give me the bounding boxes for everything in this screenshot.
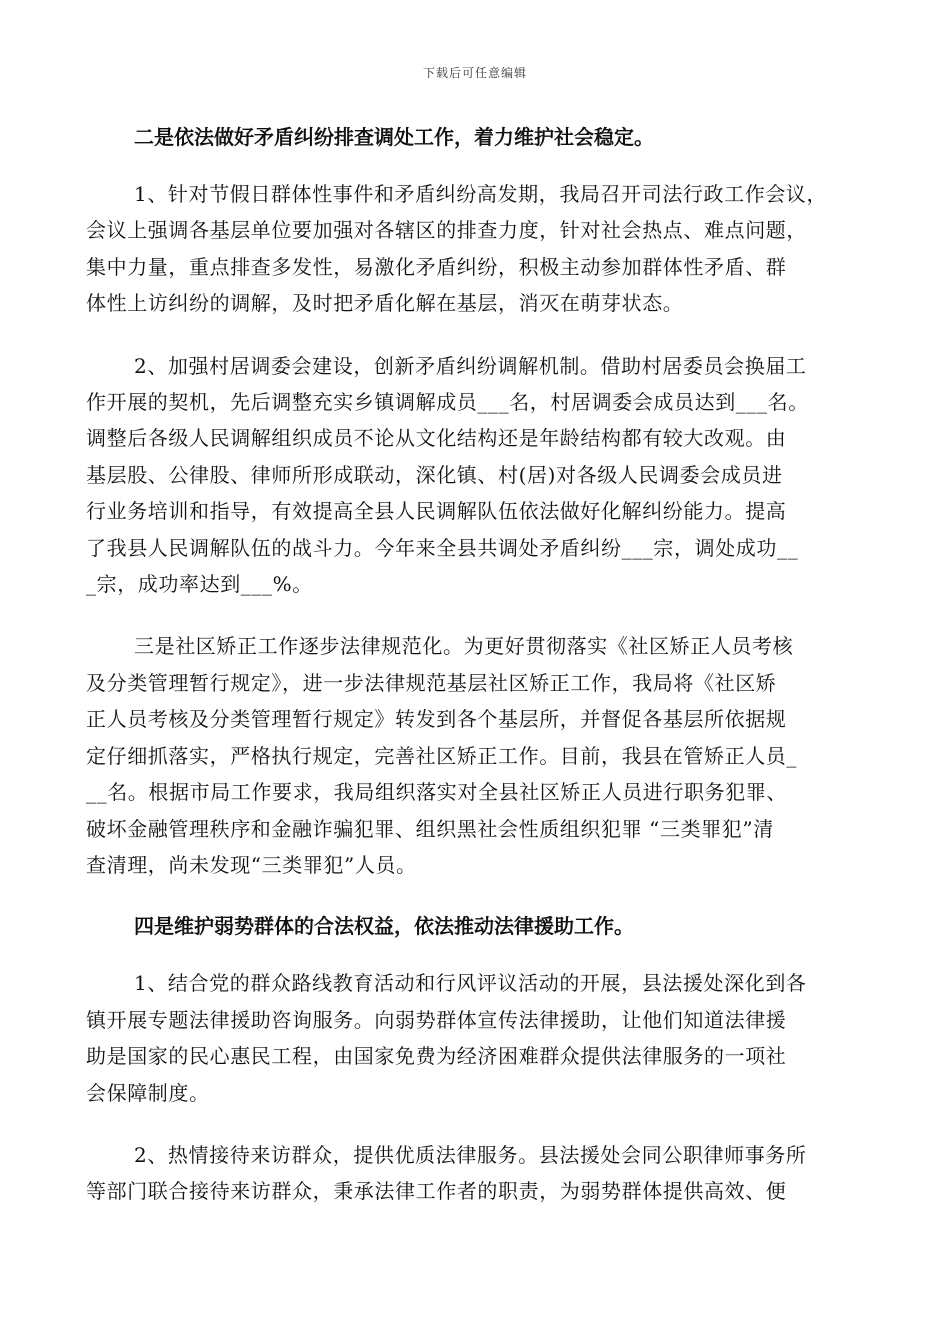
paragraph — [86, 628, 878, 883]
paragraph-line: 查清理，尚未发现“三类罪犯”人员。 — [86, 852, 417, 877]
paragraph-line: 镇开展专题法律援助咨询服务。向弱势群体宣传法律援助，让他们知道法律援 — [86, 1007, 787, 1032]
paragraph-line: 破坏金融管理秩序和金融诈骗犯罪、组织黑社会性质组织犯罪 “三类罪犯”清 — [86, 816, 774, 841]
paragraph-line: 1、结合党的群众路线教育活动和行风评议活动的开展，县法援处深化到各 — [134, 971, 807, 996]
paragraph-line: 2、热情接待来访群众，提供优质法律服务。县法援处会同公职律师事务所 — [134, 1142, 807, 1167]
paragraph-line: 2、加强村居调委会建设，创新矛盾纠纷调解机制。借助村居委员会换届工 — [134, 353, 807, 378]
paragraph-line: 体性上访纠纷的调解，及时把矛盾化解在基层，消灭在萌芽状态。 — [86, 291, 684, 316]
paragraph-line: 会议上强调各基层单位要加强对各辖区的排查力度，针对社会热点、难点问题， — [86, 218, 807, 243]
paragraph-line: 等部门联合接待来访群众，秉承法律工作者的职责，为弱势群体提供高效、便 — [86, 1179, 787, 1204]
paragraph-line: 1、针对节假日群体性事件和矛盾纠纷高发期，我局召开司法行政工作会议， — [134, 182, 828, 206]
document-body — [86, 120, 878, 1236]
paragraph — [86, 348, 878, 603]
paragraph — [86, 965, 878, 1111]
paragraph-line: 正人员考核及分类管理暂行规定》转发到各个基层所，并督促各基层所依据规 — [86, 707, 787, 732]
paragraph-line: 基层股、公律股、律师所形成联动，深化镇、村(居)对各级人民调委会成员进 — [86, 462, 783, 487]
paragraph-line: 调整后各级人民调解组织成员不论从文化结构还是年龄结构都有较大改观。由 — [86, 426, 787, 451]
paragraph-line: 助是国家的民心惠民工程，由国家免费为经济困难群众提供法律服务的一项社 — [86, 1044, 787, 1069]
paragraph — [86, 176, 878, 322]
paragraph-line: __名。根据市局工作要求，我局组织落实对全县社区矫正人员进行职务犯罪、 — [86, 780, 787, 805]
paragraph-line: 定仔细抓落实，严格执行规定，完善社区矫正工作。目前，我县在管矫正人员_ — [86, 743, 797, 768]
paragraph-line: 行业务培训和指导，有效提高全县人民调解队伍依法做好化解纠纷能力。提高 — [86, 499, 787, 524]
section-heading-four — [86, 909, 878, 943]
paragraph-line: 作开展的契机，先后调整充实乡镇调解成员___名，村居调委会成员达到___名。 — [86, 390, 809, 415]
paragraph-line: 集中力量，重点排查多发性，易激化矛盾纠纷，积极主动参加群体性矛盾、群 — [86, 254, 787, 279]
paragraph-line: 三是社区矫正工作逐步法律规范化。为更好贯彻落实《社区矫正人员考核 — [134, 634, 794, 659]
paragraph-line: 了我县人民调解队伍的战斗力。今年来全县共调处矛盾纠纷___宗，调处成功__ — [86, 535, 799, 560]
heading-text: 二是依法做好矛盾纠纷排查调处工作，着力维护社会稳定。 — [134, 125, 654, 149]
paragraph-line: _宗，成功率达到___%。 — [86, 572, 313, 597]
heading-text: 四是维护弱势群体的合法权益，依法推动法律援助工作。 — [134, 914, 634, 939]
section-heading-two — [86, 120, 878, 154]
paragraph-line: 会保障制度。 — [86, 1080, 210, 1105]
page-header: 下载后可任意编辑 — [422, 66, 527, 80]
paragraph — [86, 1137, 878, 1210]
paragraph-line: 及分类管理暂行规定》，进一步法律规范基层社区矫正工作，我局将《社区矫 — [86, 670, 777, 695]
